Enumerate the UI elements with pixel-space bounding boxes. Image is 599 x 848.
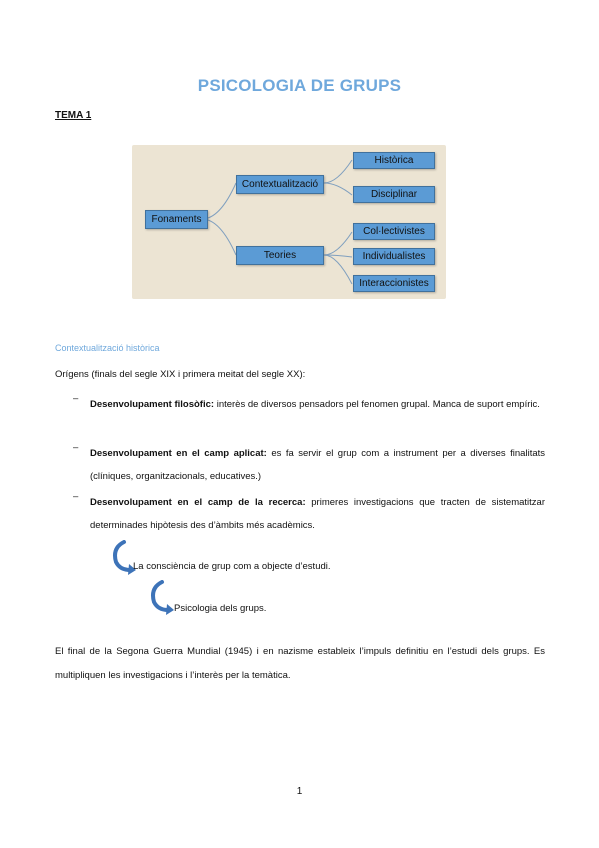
node-disciplinar: Disciplinar	[353, 186, 435, 203]
origins-line: Orígens (finals del segle XIX i primera meitat del segle XX):	[55, 369, 306, 380]
connector-contextualitzacio-disciplinar	[324, 183, 352, 195]
node-fonaments: Fonaments	[145, 210, 208, 229]
bullet-marker: –	[73, 393, 79, 404]
section-label-tema: TEMA 1	[55, 110, 92, 121]
bullet-marker: –	[73, 442, 79, 453]
arrow-note-psicologia: Psicologia dels grups.	[174, 603, 267, 614]
bullet-description: interès de diversos pensadors pel fenomen grupal. Manca de suport empíric.	[214, 399, 540, 410]
concept-diagram	[132, 145, 446, 299]
page-number: 1	[296, 786, 303, 797]
node-collectivistes: Col·lectivistes	[353, 223, 435, 240]
node-historica: Històrica	[353, 152, 435, 169]
node-contextualitzacio: Contextualització	[236, 175, 324, 194]
bullet-term: Desenvolupament en el camp de la recerca:	[90, 497, 306, 508]
page-title: PSICOLOGIA DE GRUPS	[197, 76, 402, 95]
arrow-note-consciencia: La consciència de grup com a objecte d’estudi.	[133, 561, 331, 572]
connector-teories-interaccionistes	[324, 255, 352, 284]
section-heading: Contextualització històrica	[55, 343, 160, 353]
bullet-item-filosofic	[90, 393, 545, 416]
node-teories: Teories	[236, 246, 324, 265]
bullet-description: es fa servir el grup com a instrument per a diverses finalitats (clíniques, organitzacionals, educatives.)	[90, 448, 545, 482]
bullet-item-aplicat	[90, 442, 545, 488]
bullet-description: primeres investigacions que tracten de sistematitzar determinades hipòtesis des d’àmbits més acadèmics.	[90, 497, 545, 531]
bullet-term: Desenvolupament filosòfic:	[90, 399, 215, 410]
bullet-marker: –	[73, 491, 79, 502]
connector-contextualitzacio-historica	[324, 160, 352, 183]
bullet-term: Desenvolupament en el camp aplicat:	[90, 448, 267, 459]
connector-teories-collectivistes	[324, 232, 352, 255]
bullet-item-recerca	[90, 491, 545, 537]
node-interaccionistes: Interaccionistes	[353, 275, 435, 292]
closing-paragraph: El final de la Segona Guerra Mundial (1945) i en nazisme estableix l’impuls definitiu en l’estudi dels grups. Es multipliquen les investigacions i l’interès per la temàtica.	[55, 646, 545, 681]
node-individualistes: Individualistes	[353, 248, 435, 265]
